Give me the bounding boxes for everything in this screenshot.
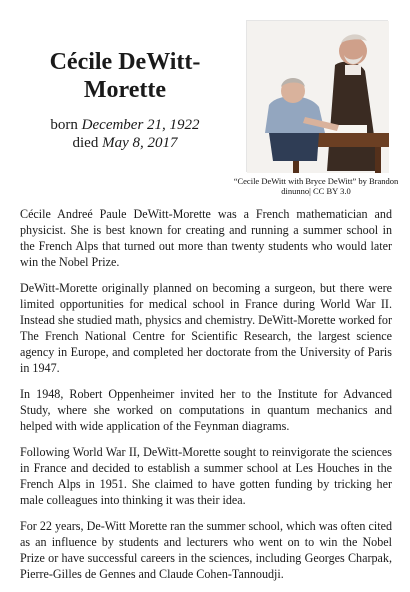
- born-label: born: [50, 117, 78, 133]
- photo-caption: “Cecile DeWitt with Bryce DeWitt” by Brandon dinunno| CC BY 3.0: [233, 176, 399, 196]
- bio-paragraph: For 22 years, De-Witt Morette ran the summer school, which was often cited as an influence by students and lecturers who went on to win the Nobel Prize or have successful careers in the sciences, including Georges Charpak, Pierre-Gilles de Gennes and Claude Cohen-Tannoudji.: [20, 519, 392, 581]
- portrait-photo: [246, 20, 388, 172]
- bio-paragraph: DeWitt-Morette originally planned on becoming a surgeon, but there were limited opportunities for medical school in France during World War II. Instead she studied math, physics and chemistry. DeWitt-Morette worked for The French National Centre for Scientific Research, the largest science agency in Europe, and completed her doctorate from the University of Paris in 1947.: [20, 281, 392, 375]
- person-name: Cécile DeWitt-Morette: [49, 49, 201, 103]
- bio-header: [0, 0, 410, 205]
- bio-paragraph: In 1948, Robert Oppenheimer invited her to the Institute for Advanced Study, where she worked on computations in quantum mechanics and helped with wide application of the Feynman diagrams.: [20, 387, 392, 433]
- born-line: [20, 116, 230, 134]
- died-line: [20, 134, 230, 152]
- life-dates: [20, 116, 230, 152]
- born-date: December 21, 1922: [81, 117, 200, 133]
- portrait-illustration: [247, 21, 389, 173]
- bio-paragraph: Following World War II, DeWitt-Morette sought to reinvigorate the sciences in France and decided to establish a summer school at Les Houches in the French Alps in 1951. She claimed to have gotten funding by tricking her male colleagues into thinking it was their idea.: [20, 445, 392, 507]
- died-label: died: [72, 135, 99, 151]
- biography-body: [20, 206, 392, 592]
- bio-paragraph: Cécile Andreé Paule DeWitt-Morette was a French mathematician and physicist. She is best known for creating and running a summer school in the French Alps that turned out more than twenty students who would later win the Nobel Prize.: [20, 207, 392, 269]
- died-date: May 8, 2017: [102, 135, 178, 151]
